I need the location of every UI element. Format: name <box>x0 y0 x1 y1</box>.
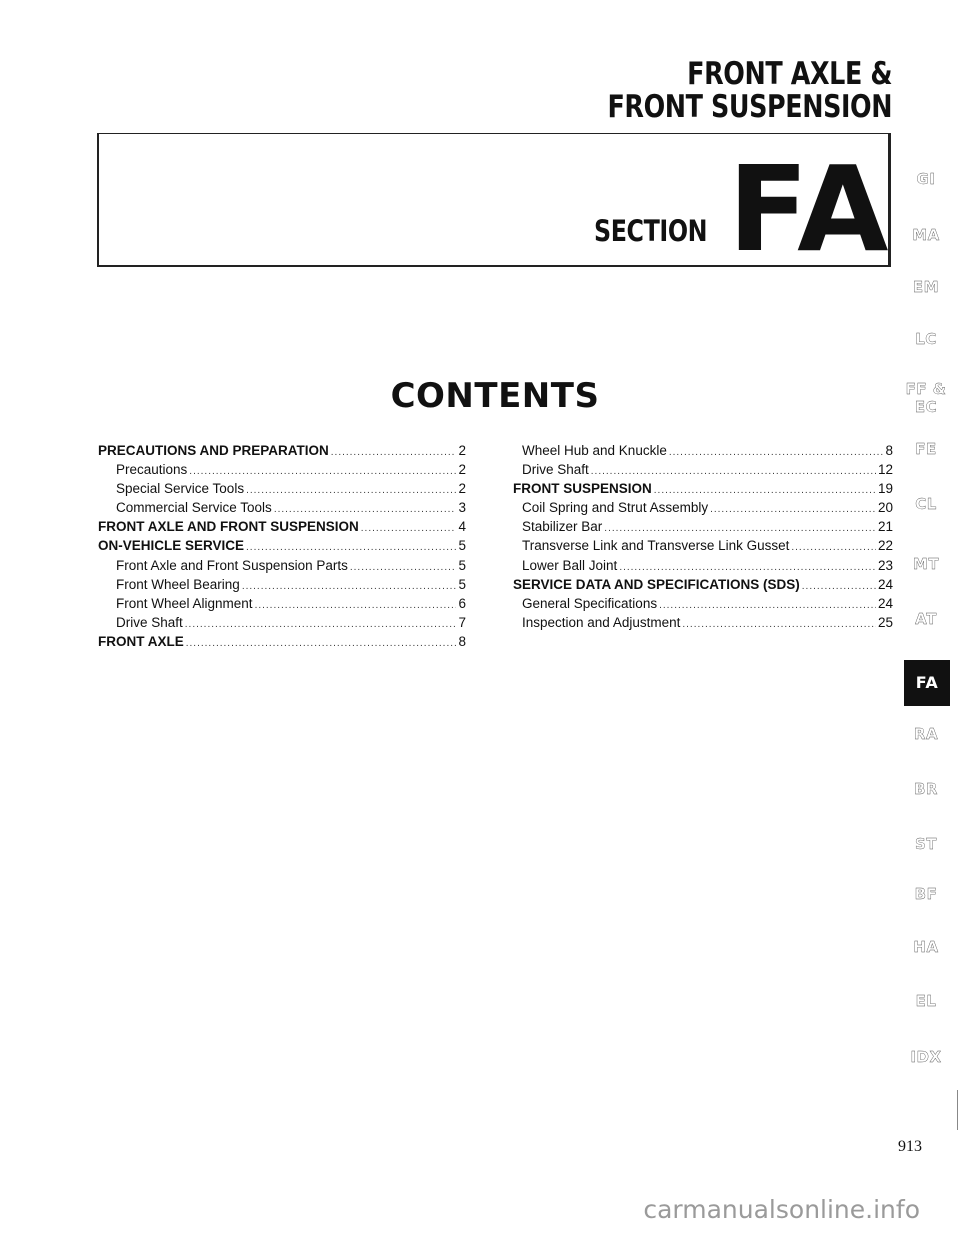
toc-entry <box>513 519 893 538</box>
toc-leader-dots <box>791 542 876 553</box>
toc-entry-page: 2 <box>458 481 466 497</box>
section-label: SECTION <box>594 214 708 248</box>
toc-entry-label: Special Service Tools <box>116 481 245 497</box>
toc-right-column <box>513 443 893 634</box>
toc-leader-dots <box>242 581 457 592</box>
index-tab: FE <box>915 440 937 458</box>
toc-leader-dots <box>682 619 876 630</box>
manual-title <box>607 58 892 124</box>
index-tab: BR <box>914 780 938 798</box>
toc-entry <box>98 634 466 653</box>
index-tab: CL <box>915 495 937 513</box>
toc-entry-page: 21 <box>877 519 893 535</box>
index-tab: FA <box>904 660 950 706</box>
toc-entry <box>98 577 466 596</box>
toc-entry <box>513 615 893 634</box>
page-number: 913 <box>898 1138 922 1155</box>
toc-entry-page: 23 <box>877 557 893 573</box>
toc-entry-page: 25 <box>877 614 893 630</box>
toc-leader-dots <box>654 485 876 496</box>
toc-entry <box>98 615 466 634</box>
toc-left-column <box>98 443 466 653</box>
toc-entry-label: Lower Ball Joint <box>522 557 618 573</box>
toc-leader-dots <box>331 447 457 458</box>
index-tab: BF <box>914 885 938 903</box>
toc-entry-page: 5 <box>458 557 466 573</box>
toc-entry-label: Drive Shaft <box>522 462 589 478</box>
toc-entry <box>513 577 893 596</box>
toc-leader-dots <box>350 562 457 573</box>
index-tab: GI <box>916 170 936 188</box>
watermark: carmanualsonline.info <box>643 1195 920 1224</box>
toc-leader-dots <box>274 504 457 515</box>
index-tab: MT <box>912 555 940 573</box>
toc-leader-dots <box>186 638 457 649</box>
toc-entry-page: 20 <box>877 500 893 516</box>
edge-mark <box>957 1090 958 1130</box>
toc-entry <box>513 462 893 481</box>
toc-leader-dots <box>591 466 876 477</box>
toc-entry-label: FRONT AXLE <box>98 633 184 649</box>
toc-entry-label: Front Wheel Alignment <box>116 595 253 611</box>
toc-entry-page: 8 <box>458 633 466 649</box>
toc-entry <box>98 538 466 557</box>
toc-entry <box>513 500 893 519</box>
toc-entry-page: 2 <box>458 462 466 478</box>
index-tab: FF & EC <box>905 380 947 416</box>
index-tab: LC <box>915 330 937 348</box>
toc-leader-dots <box>802 581 876 592</box>
toc-entry-page: 6 <box>458 595 466 611</box>
toc-leader-dots <box>246 542 456 553</box>
toc-entry-label: Front Axle and Front Suspension Parts <box>116 557 348 573</box>
index-tab: HA <box>913 938 939 956</box>
toc-entry-label: Stabilizer Bar <box>522 519 603 535</box>
toc-entry-label: Precautions <box>116 462 188 478</box>
toc-leader-dots <box>619 562 876 573</box>
toc-entry-label: Coil Spring and Strut Assembly <box>522 500 709 516</box>
toc-entry-label: PRECAUTIONS AND PREPARATION <box>98 443 329 458</box>
toc-entry-label: General Specifications <box>522 595 658 611</box>
toc-leader-dots <box>255 600 457 611</box>
toc-entry-page: 22 <box>877 538 893 554</box>
toc-entry <box>513 558 893 577</box>
toc-entry-label: Commercial Service Tools <box>116 500 272 516</box>
index-tab: ST <box>914 835 938 853</box>
title-line-2: FRONT SUSPENSION <box>607 89 892 125</box>
index-tab: IDX <box>910 1048 942 1066</box>
toc-entry <box>513 443 893 462</box>
toc-entry-page: 3 <box>458 500 466 516</box>
toc-entry-page: 12 <box>877 462 893 478</box>
toc-entry-label: FRONT SUSPENSION <box>513 481 652 497</box>
toc-entry-label: Front Wheel Bearing <box>116 576 240 592</box>
toc-entry <box>513 596 893 615</box>
toc-entry <box>98 519 466 538</box>
toc-entry-label: Wheel Hub and Knuckle <box>522 443 667 458</box>
toc-leader-dots <box>246 485 456 496</box>
toc-entry <box>98 481 466 500</box>
toc-entry <box>98 443 466 462</box>
toc-entry-page: 5 <box>458 576 466 592</box>
toc-entry-page: 24 <box>877 595 893 611</box>
toc-entry-page: 2 <box>458 443 466 458</box>
index-tab: RA <box>913 725 939 743</box>
toc-entry <box>513 481 893 500</box>
contents-heading: CONTENTS <box>390 376 600 416</box>
toc-leader-dots <box>189 466 456 477</box>
toc-leader-dots <box>604 523 876 534</box>
toc-entry <box>98 596 466 615</box>
toc-entry-page: 7 <box>458 614 466 630</box>
index-tab: MA <box>912 226 940 244</box>
toc-entry-label: Drive Shaft <box>116 614 183 630</box>
toc-entry-page: 19 <box>877 481 893 497</box>
toc-entry-label: ON-VEHICLE SERVICE <box>98 538 245 554</box>
toc-entry-page: 8 <box>885 443 893 458</box>
toc-entry <box>513 538 893 557</box>
toc-entry <box>98 500 466 519</box>
toc-leader-dots <box>659 600 876 611</box>
index-tab: AT <box>915 610 937 628</box>
toc-leader-dots <box>361 523 457 534</box>
toc-entry-label: Transverse Link and Transverse Link Gusset <box>522 538 790 554</box>
toc-entry-page: 5 <box>458 538 466 554</box>
toc-leader-dots <box>710 504 876 515</box>
index-tab: EM <box>912 278 940 296</box>
section-code: FA <box>728 140 891 278</box>
toc-entry-page: 24 <box>877 576 893 592</box>
index-tab: EL <box>915 992 937 1010</box>
toc-leader-dots <box>185 619 457 630</box>
toc-entry-page: 4 <box>458 519 466 535</box>
toc-entry-label: SERVICE DATA AND SPECIFICATIONS (SDS) <box>513 576 800 592</box>
toc-entry-label: Inspection and Adjustment <box>522 614 681 630</box>
title-line-1: FRONT AXLE & <box>687 56 892 92</box>
toc-entry <box>98 558 466 577</box>
toc-leader-dots <box>669 447 884 458</box>
toc-entry <box>98 462 466 481</box>
toc-entry-label: FRONT AXLE AND FRONT SUSPENSION <box>98 519 359 535</box>
